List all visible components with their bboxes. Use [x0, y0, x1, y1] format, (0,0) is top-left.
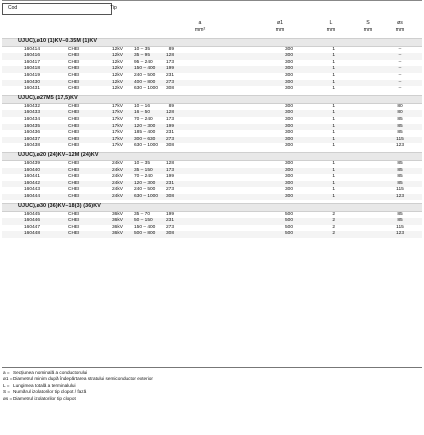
table-cell: 199 [165, 66, 174, 72]
table-row [2, 187, 422, 194]
table-cell: 80 [397, 103, 403, 109]
table-cell: CHEI [68, 167, 80, 173]
table-cell: 273 [165, 79, 174, 85]
table-cell: 500 [284, 218, 293, 224]
table-row [2, 137, 422, 144]
table-cell: 1 [332, 160, 335, 166]
table-cell: 1 [332, 136, 335, 142]
table-cell: 128 [165, 110, 174, 116]
legend-text: Lungimea totală a terminalului [13, 382, 76, 388]
table-cell: 500 [284, 224, 293, 230]
legend-item [3, 383, 76, 389]
table-cell: 2 [332, 218, 335, 224]
table-cell: 10 – 16 [134, 103, 151, 109]
table-cell: 16 – 50 [134, 110, 151, 116]
table-row [2, 194, 422, 201]
table-cell: 160416 [24, 53, 41, 59]
table-cell: 160439 [24, 160, 41, 166]
table-cell: 17kV [112, 136, 123, 142]
table-cell: 17kV [112, 143, 123, 149]
table-cell: 300 [284, 79, 293, 85]
table-cell: 630 – 1000 [134, 143, 159, 149]
table-cell: 1 [332, 103, 335, 109]
table-cell: CHEI [68, 116, 80, 122]
table-cell: 85 [397, 116, 403, 122]
table-cell: 273 [165, 136, 174, 142]
table-cell: 85 [397, 180, 403, 186]
table-cell: 17kV [112, 116, 123, 122]
table-cell: CHEI [68, 193, 80, 199]
legend-item [3, 370, 87, 376]
table-cell: CHEI [68, 79, 80, 85]
table-cell: 300 [284, 86, 293, 92]
table-cell: 12kV [112, 59, 123, 65]
table-cell: 231 [165, 218, 174, 224]
table-cell: 273 [165, 224, 174, 230]
table-cell: 115 [396, 136, 404, 142]
top-rule [2, 0, 422, 1]
table-cell: 160435 [24, 123, 41, 129]
table-cell: – [398, 72, 402, 78]
table-row [2, 104, 422, 111]
table-cell: 173 [165, 116, 174, 122]
table-cell: 1 [332, 79, 335, 85]
table-cell: 500 – 800 [134, 231, 156, 237]
table-cell: 85 [397, 123, 403, 129]
table-cell: 12kV [112, 53, 123, 59]
table-cell: 1 [332, 46, 335, 52]
table-cell: CHEI [68, 187, 80, 193]
bottom-rule [2, 367, 422, 368]
table-cell: 160417 [24, 59, 41, 65]
table-cell: 70 – 240 [134, 116, 153, 122]
table-cell: 10 – 35 [134, 46, 151, 52]
table-cell: 160440 [24, 167, 41, 173]
table-cell: 115 [396, 187, 404, 193]
table-cell: 160433 [24, 110, 41, 116]
table-cell: 300 [284, 103, 293, 109]
table-cell: 2 [332, 231, 335, 237]
table-cell: 1 [332, 193, 335, 199]
table-cell: 300 [284, 187, 293, 193]
table-cell: 160444 [24, 193, 41, 199]
table-row [2, 53, 422, 60]
table-cell: 2 [332, 224, 335, 230]
table-row [2, 231, 422, 238]
table-cell: 89 [168, 103, 174, 109]
table-cell: 123 [395, 143, 404, 149]
table-cell: 400 – 800 [134, 79, 156, 85]
table-cell: 160446 [24, 218, 41, 224]
table-cell: 300 [284, 193, 293, 199]
table-cell: – [398, 59, 402, 65]
table-cell: 160431 [24, 86, 41, 92]
column-unit: mm [326, 27, 336, 33]
table-row [2, 124, 422, 131]
table-cell: 160432 [24, 103, 41, 109]
table-row [2, 181, 422, 188]
legend-item [3, 389, 86, 395]
table-cell: 630 – 1000 [134, 193, 159, 199]
table-cell: 300 [284, 116, 293, 122]
table-cell: 300 [284, 130, 293, 136]
table-row [2, 143, 422, 150]
table-cell: 308 [165, 143, 174, 149]
legend-item [3, 396, 76, 402]
table-cell: 231 [165, 72, 174, 78]
legend-key: S = [3, 389, 11, 395]
table-cell: 35 – 150 [134, 167, 153, 173]
table-cell: 12kV [112, 79, 123, 85]
legend-key: øs = [3, 395, 13, 401]
table-cell: 85 [397, 130, 403, 136]
table-cell: 1 [332, 187, 335, 193]
table-cell: 85 [397, 167, 403, 173]
table-cell: CHEI [68, 110, 80, 116]
table-cell: CHEI [68, 103, 80, 109]
table-cell: 300 [284, 167, 293, 173]
table-cell: 160445 [24, 211, 41, 217]
table-cell: 160436 [24, 130, 41, 136]
table-cell: CHEI [68, 46, 80, 52]
column-symbol: a [198, 20, 202, 26]
table-row [2, 174, 422, 181]
table-cell: CHEI [68, 174, 80, 180]
table-cell: 36kV [112, 211, 123, 217]
column-unit: mm [275, 27, 285, 33]
table-cell: CHEI [68, 224, 80, 230]
table-cell: 231 [165, 180, 174, 186]
section-title: UJUC),ø27M5 (17,5)KV [18, 95, 78, 102]
legend-item [3, 376, 153, 382]
table-cell: 123 [395, 231, 404, 237]
table-cell: 160441 [24, 174, 41, 180]
table-cell: CHEI [68, 231, 80, 237]
table-cell: – [398, 86, 402, 92]
legend-key: L = [3, 382, 10, 388]
table-cell: 240 – 500 [134, 187, 156, 193]
table-cell: 160443 [24, 187, 41, 193]
table-cell: 1 [332, 143, 335, 149]
header-tip: Tip [110, 5, 117, 11]
table-cell: 17kV [112, 130, 123, 136]
table-row [2, 66, 422, 73]
table-cell: 300 [284, 53, 293, 59]
table-cell: 12kV [112, 72, 123, 78]
table-cell: 36kV [112, 218, 123, 224]
table-row [2, 80, 422, 87]
table-cell: 160430 [24, 79, 41, 85]
table-cell: CHEI [68, 59, 80, 65]
table-cell: 160437 [24, 136, 41, 142]
column-unit: mm² [194, 27, 206, 33]
table-row [2, 225, 422, 232]
table-row [2, 161, 422, 168]
table-cell: 24kV [112, 193, 123, 199]
table-cell: 273 [165, 187, 174, 193]
table-cell: CHEI [68, 136, 80, 142]
table-cell: 300 [284, 66, 293, 72]
table-cell: 12kV [112, 66, 123, 72]
table-row [2, 218, 422, 225]
table-cell: 120 – 300 [134, 180, 156, 186]
table-cell: 300 [284, 123, 293, 129]
table-cell: 160448 [24, 231, 41, 237]
table-cell: 1 [332, 110, 335, 116]
table-cell: 36kV [112, 224, 123, 230]
table-cell: 1 [332, 123, 335, 129]
table-cell: 85 [397, 174, 403, 180]
table-cell: 308 [165, 86, 174, 92]
table-row [2, 60, 422, 67]
table-cell: 1 [332, 53, 335, 59]
table-cell: 199 [165, 211, 174, 217]
table-cell: CHEI [68, 53, 80, 59]
table-cell: 300 [284, 72, 293, 78]
table-cell: 89 [168, 46, 174, 52]
table-row [2, 130, 422, 137]
table-row [2, 73, 422, 80]
table-cell: 300 – 630 [134, 136, 156, 142]
table-cell: 120 – 300 [134, 123, 156, 129]
table-cell: 128 [165, 160, 174, 166]
table-cell: 173 [165, 59, 174, 65]
table-cell: 1 [332, 167, 335, 173]
table-cell: 1 [332, 59, 335, 65]
table-cell: CHEI [68, 66, 80, 72]
table-cell: – [398, 46, 402, 52]
table-cell: 308 [165, 193, 174, 199]
table-cell: CHEI [68, 211, 80, 217]
table-cell: 85 [397, 211, 403, 217]
table-cell: CHEI [68, 160, 80, 166]
table-cell: 185 – 400 [134, 130, 156, 136]
table-cell: CHEI [68, 180, 80, 186]
table-cell: 300 [284, 110, 293, 116]
table-cell: 24kV [112, 174, 123, 180]
legend-text: Diametrul minim după îndepărtarea stratului semiconductor exterior [13, 376, 153, 382]
table-cell: CHEI [68, 130, 80, 136]
table-cell: CHEI [68, 218, 80, 224]
table-cell: 85 [397, 218, 403, 224]
legend-text: Numărul izolatorilor tip clopot / fază [13, 389, 87, 395]
table-cell: 70 – 240 [134, 174, 153, 180]
table-cell: 160414 [24, 46, 41, 52]
column-symbol: S [366, 20, 370, 26]
column-symbol: L [329, 20, 333, 26]
table-cell: 1 [332, 86, 335, 92]
table-cell: 50 – 150 [134, 218, 153, 224]
table-cell: 24kV [112, 160, 123, 166]
table-cell: 300 [284, 180, 293, 186]
table-cell: 150 – 400 [134, 66, 156, 72]
table-cell: 10 – 35 [134, 160, 151, 166]
table-cell: 160438 [24, 143, 41, 149]
table-cell: 160418 [24, 66, 41, 72]
table-cell: 500 [284, 211, 293, 217]
table-cell: 150 – 400 [134, 224, 156, 230]
table-cell: 160434 [24, 116, 41, 122]
table-cell: 1 [332, 116, 335, 122]
table-cell: 199 [165, 123, 174, 129]
table-cell: 160419 [24, 72, 41, 78]
table-cell: 300 [284, 143, 293, 149]
table-cell: 12kV [112, 86, 123, 92]
table-cell: 231 [165, 130, 174, 136]
table-cell: 1 [332, 174, 335, 180]
table-cell: 160442 [24, 180, 41, 186]
table-cell: 24kV [112, 180, 123, 186]
table-cell: 17kV [112, 110, 123, 116]
table-cell: CHEI [68, 72, 80, 78]
table-cell: – [398, 53, 402, 59]
table-row [2, 168, 422, 175]
table-cell: CHEI [68, 123, 80, 129]
table-cell: 1 [332, 130, 335, 136]
legend-text: Secțiunea nominală a conductorului [13, 370, 88, 375]
table-cell: 85 [397, 160, 403, 166]
table-cell: 1 [332, 72, 335, 78]
table-row [2, 47, 422, 54]
table-cell: 2 [332, 211, 335, 217]
header-box [2, 3, 112, 15]
section-title: UJUC),ø30 (36)KV–18(3) (36)KV [18, 203, 101, 209]
table-cell: 300 [284, 136, 293, 142]
table-cell: 17kV [112, 103, 123, 109]
header-cod: Cod [8, 5, 18, 11]
table-cell: 300 [284, 160, 293, 166]
table-cell: 17kV [112, 123, 123, 129]
table-cell: 500 [284, 231, 293, 237]
legend-key: ø1 = [3, 376, 13, 382]
table-cell: 240 – 500 [134, 72, 156, 78]
legend-key: a = [3, 370, 10, 375]
table-cell: 199 [165, 174, 174, 180]
table-cell: 300 [284, 59, 293, 65]
column-symbol: ø1 [276, 20, 284, 26]
table-cell: 24kV [112, 167, 123, 173]
column-symbol: øs [397, 20, 403, 26]
table-cell: 12kV [112, 46, 123, 52]
table-row [2, 86, 422, 93]
table-cell: CHEI [68, 86, 80, 92]
section-title: UJUC),ø10 (1)KV–0.35M (1)KV [18, 38, 98, 44]
table-cell: 115 [396, 224, 404, 230]
table-cell: 300 [284, 46, 293, 52]
table-cell: 160447 [24, 224, 41, 230]
table-cell: 308 [165, 231, 174, 237]
column-unit: mm [363, 27, 373, 33]
table-cell: 35 – 95 [134, 53, 151, 59]
table-cell: 35 – 70 [134, 211, 151, 217]
legend-text: Diametrul izolatorilor tip clopot [13, 395, 76, 401]
table-cell: 1 [332, 66, 335, 72]
table-row [2, 212, 422, 219]
table-row [2, 117, 422, 124]
table-cell: 1 [332, 180, 335, 186]
table-cell: – [398, 66, 402, 72]
table-cell: 80 [397, 110, 403, 116]
table-cell: CHEI [68, 143, 80, 149]
table-cell: 95 – 240 [134, 59, 153, 65]
section-title: UJUC),ø20 (24)KV–12M (24)KV [18, 152, 99, 159]
table-cell: 36kV [112, 231, 123, 237]
table-cell: 123 [395, 193, 404, 199]
table-cell: 300 [284, 174, 293, 180]
table-cell: 630 – 1000 [134, 86, 159, 92]
table-cell: 173 [165, 167, 174, 173]
table-cell: – [398, 79, 402, 85]
column-unit: mm [395, 27, 405, 33]
table-cell: 128 [165, 53, 174, 59]
table-row [2, 110, 422, 117]
table-cell: 24kV [112, 187, 123, 193]
